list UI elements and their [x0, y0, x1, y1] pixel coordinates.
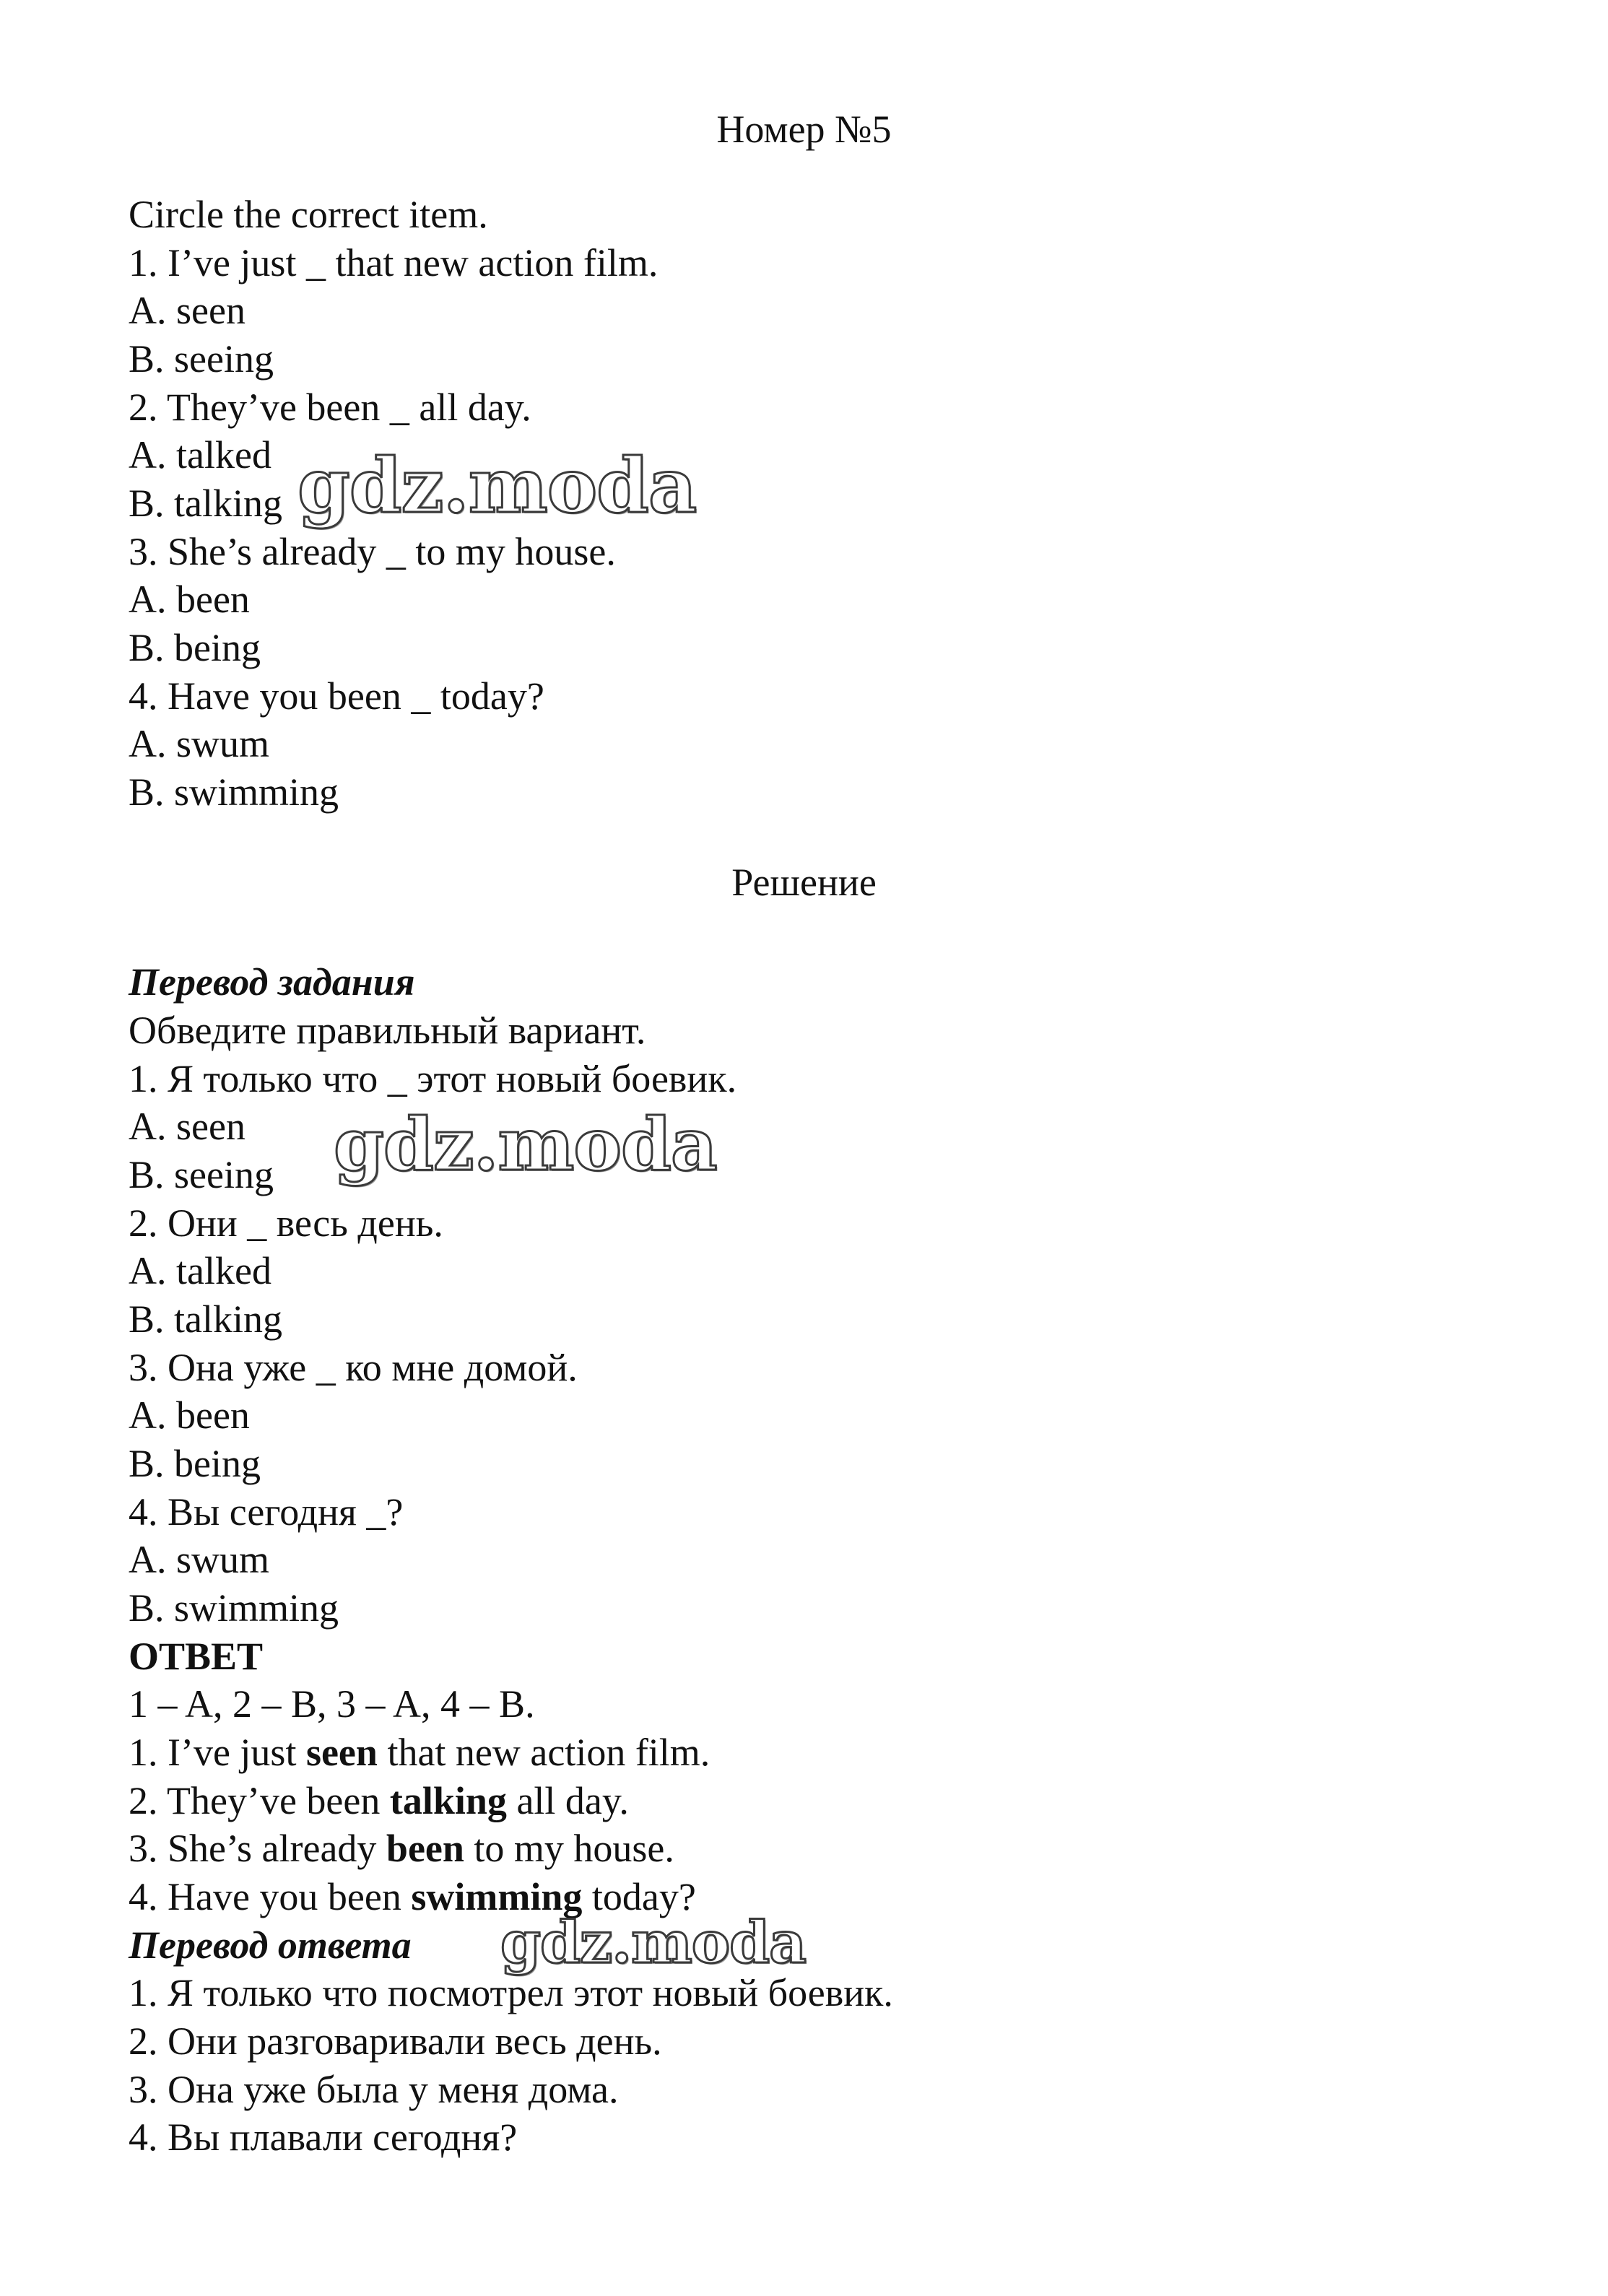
answer-text: to my house.	[464, 1827, 674, 1870]
answer-text: 2. They’ve been	[129, 1779, 390, 1822]
watermark-logo: gdz.moda	[500, 1908, 806, 1976]
answer-sentence	[129, 1728, 710, 1776]
task-item: A. talked	[129, 433, 271, 477]
answer-text: all day.	[506, 1779, 629, 1822]
translation-item: A. swum	[129, 1538, 270, 1581]
translation-item: B. seeing	[129, 1153, 274, 1196]
translation-item: A. seen	[129, 1105, 245, 1148]
task-item: B. swimming	[129, 770, 339, 814]
answer-translation-heading: Перевод ответа	[129, 1923, 412, 1967]
solution-heading: Решение	[731, 861, 877, 904]
answer-word: seen	[305, 1731, 378, 1774]
answer-translation-item: 3. Она уже была у меня дома.	[129, 2068, 619, 2111]
answer-heading: ОТВЕТ	[129, 1635, 264, 1678]
answer-text: today?	[582, 1875, 696, 1918]
answer-text: 4. Have you been	[129, 1875, 412, 1918]
translation-item: B. being	[129, 1442, 261, 1485]
watermark-logo: gdz.moda	[297, 441, 697, 530]
watermark-logo: gdz.moda	[334, 1102, 717, 1187]
answer-text: 1. I’ve just	[129, 1731, 306, 1774]
translation-instruction: Обведите правильный вариант.	[129, 1009, 646, 1052]
translation-item: 2. Они _ весь день.	[129, 1201, 443, 1245]
task-item: A. seen	[129, 289, 245, 332]
translation-item: A. talked	[129, 1249, 271, 1292]
translation-item: A. been	[129, 1393, 250, 1437]
answer-text: that new action film.	[377, 1731, 710, 1774]
answer-text: 3. She’s already	[129, 1827, 386, 1870]
task-instruction: Circle the correct item.	[129, 193, 488, 236]
translation-item: B. talking	[129, 1297, 282, 1341]
task-item: 2. They’ve been _ all day.	[129, 386, 531, 429]
task-item: A. swum	[129, 722, 270, 765]
task-item: 4. Have you been _ today?	[129, 674, 544, 718]
answer-translation-item: 2. Они разговаривали весь день.	[129, 2019, 662, 2063]
answer-key: 1 – A, 2 – B, 3 – A, 4 – B.	[129, 1682, 535, 1726]
translation-heading: Перевод задания	[129, 960, 415, 1004]
page-title: Номер №5	[716, 108, 892, 151]
translation-item: B. swimming	[129, 1586, 339, 1630]
task-item: B. talking	[129, 482, 282, 525]
translation-item: 3. Она уже _ ко мне домой.	[129, 1346, 578, 1389]
task-item: B. seeing	[129, 337, 274, 381]
task-item: 3. She’s already _ to my house.	[129, 530, 616, 573]
answer-translation-item: 1. Я только что посмотрел этот новый боевик.	[129, 1971, 893, 2014]
task-item: B. being	[129, 626, 261, 669]
translation-item: 4. Вы сегодня _?	[129, 1490, 404, 1534]
answer-sentence	[129, 1777, 629, 1825]
answer-word: swimming	[411, 1875, 583, 1918]
task-item: A. been	[129, 578, 250, 621]
answer-translation-item: 4. Вы плавали сегодня?	[129, 2115, 518, 2159]
answer-word: been	[386, 1827, 464, 1870]
answer-sentence	[129, 1825, 674, 1872]
answer-word: talking	[389, 1779, 507, 1822]
task-item: 1. I’ve just _ that new action film.	[129, 241, 659, 284]
translation-item: 1. Я только что _ этот новый боевик.	[129, 1057, 737, 1100]
